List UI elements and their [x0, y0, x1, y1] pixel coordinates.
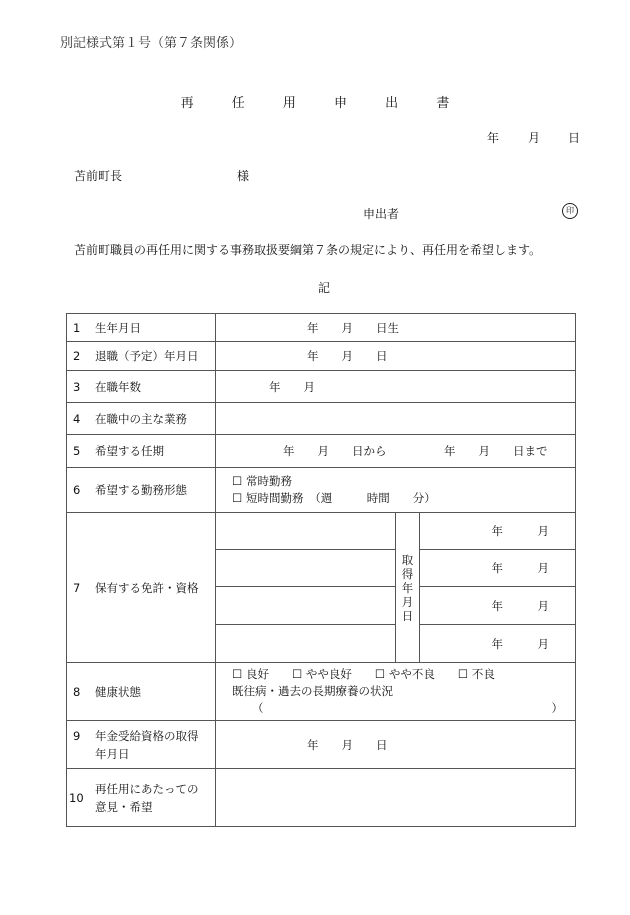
fulltime-checkbox[interactable]: ☐ 常時勤務	[232, 474, 292, 488]
row-label	[67, 663, 216, 721]
years-of-service-field[interactable]: 年 月	[216, 371, 576, 403]
license-field[interactable]	[216, 625, 396, 663]
table-row	[67, 371, 576, 403]
row-number: 4	[73, 411, 81, 426]
row-label	[67, 403, 216, 435]
row-number: 10	[69, 790, 84, 805]
row-number: 7	[73, 580, 81, 595]
table-row	[67, 721, 576, 769]
acquisition-date-field[interactable]: 年 月	[420, 625, 576, 663]
row-number: 5	[73, 444, 81, 458]
paren-close: ）	[551, 701, 564, 715]
opinion-label-line2: 意見・希望	[95, 799, 153, 814]
acquisition-date-field[interactable]: 年 月	[420, 550, 576, 587]
opinion-label-line1: 再任用にあたっての	[95, 781, 199, 796]
acquisition-date-field[interactable]: 年 月	[420, 513, 576, 550]
medical-history-label: 既往病・過去の長期療養の状況	[232, 684, 393, 698]
work-style-label: 希望する勤務形態	[95, 483, 187, 497]
parttime-checkbox[interactable]: ☐ 短時間勤務 （週 時間 分）	[232, 491, 436, 505]
row-label	[67, 721, 216, 769]
row-label	[67, 314, 216, 342]
row-label	[67, 468, 216, 513]
work-style-options	[216, 468, 576, 513]
seal-mark: 印	[562, 203, 578, 219]
license-field[interactable]	[216, 587, 396, 625]
birth-date-label: 生年月日	[95, 320, 141, 335]
health-field	[216, 663, 576, 721]
form-number-note: 別記様式第１号（第７条関係）	[60, 36, 243, 51]
licenses-label: 保有する免許・資格	[95, 580, 199, 595]
table-row	[67, 342, 576, 371]
document-title: 再 任 用 申 出 書	[180, 96, 467, 111]
row-label	[67, 769, 216, 827]
pension-date-field[interactable]: 年 月 日	[216, 721, 576, 769]
pension-label	[95, 727, 199, 763]
table-row	[67, 468, 576, 513]
date-day: 日	[568, 131, 581, 145]
paren-open: （	[252, 701, 264, 715]
row-number: 3	[73, 379, 81, 394]
row-label	[67, 371, 216, 403]
row-number: 9	[73, 728, 81, 743]
table-row	[67, 769, 576, 827]
main-duties-field[interactable]	[216, 403, 576, 435]
ki-heading: 記	[318, 281, 331, 295]
table-row	[67, 403, 576, 435]
request-statement: 苫前町職員の再任用に関する事務取扱要綱第７条の規定により、再任用を希望します。	[74, 243, 542, 257]
health-label: 健康状態	[95, 684, 141, 699]
desired-term-field[interactable]: 年 月 日から 年 月 日まで	[216, 435, 576, 468]
acquisition-date-text: 取得年月日	[401, 552, 414, 623]
applicant-label: 申出者	[363, 207, 400, 221]
table-row	[67, 314, 576, 342]
row-label	[67, 513, 216, 663]
table-row	[67, 663, 576, 721]
addressee-honorific: 様	[237, 169, 250, 183]
opinion-label	[95, 780, 199, 816]
main-duties-label: 在職中の主な業務	[95, 411, 187, 426]
table-row	[67, 513, 576, 550]
row-number: 2	[73, 349, 81, 363]
years-of-service-label: 在職年数	[95, 379, 141, 394]
acquisition-date-field[interactable]: 年 月	[420, 587, 576, 625]
row-number: 1	[73, 320, 81, 335]
opinion-field[interactable]	[216, 769, 576, 827]
medical-history-field[interactable]	[232, 700, 575, 717]
row-label	[67, 435, 216, 468]
row-number: 8	[73, 684, 81, 699]
health-checkboxes[interactable]: ☐ 良好 ☐ やや良好 ☐ やや不良 ☐ 不良	[232, 667, 495, 681]
date-year: 年	[487, 131, 500, 145]
row-label	[67, 342, 216, 371]
pension-label-line1: 年金受給資格の取得	[95, 728, 199, 743]
row-label-wrap	[69, 780, 215, 816]
date-month: 月	[528, 131, 541, 145]
license-field[interactable]	[216, 513, 396, 550]
pension-label-line2: 年月日	[95, 746, 130, 761]
application-form-table	[66, 313, 576, 827]
row-label-wrap	[73, 727, 215, 763]
birth-date-field[interactable]: 年 月 日生	[216, 314, 576, 342]
acquisition-date-label	[396, 513, 420, 663]
row-number: 6	[73, 483, 81, 497]
submission-date	[487, 129, 580, 146]
license-field[interactable]	[216, 550, 396, 587]
addressee: 苫前町長	[74, 169, 123, 183]
desired-term-label: 希望する任期	[95, 444, 164, 458]
table-row	[67, 435, 576, 468]
retirement-date-field[interactable]: 年 月 日	[216, 342, 576, 371]
retirement-date-label: 退職（予定）年月日	[95, 349, 199, 363]
